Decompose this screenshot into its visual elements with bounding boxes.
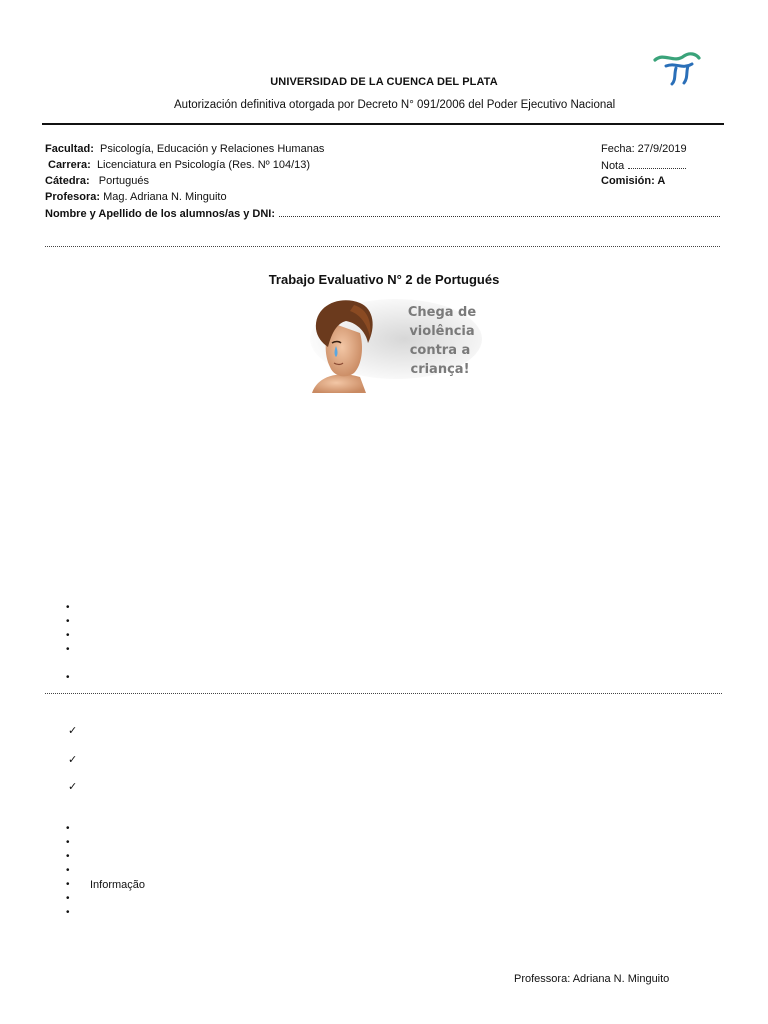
student-name-fill-line[interactable] — [279, 205, 720, 217]
section-divider-dotted — [45, 693, 722, 694]
list-item-bullet: • — [66, 823, 70, 834]
caption-line-3: contra a — [409, 343, 471, 358]
profesora-label: Profesora: — [45, 191, 101, 203]
authorization-line: Autorización definitiva otorgada por Decreto N° 091/2006 del Poder Ejecutivo Nacional — [174, 99, 616, 111]
campaign-illustration — [284, 293, 484, 393]
header-divider — [42, 123, 724, 125]
facultad-value: Psicología, Educación y Relaciones Humanas — [100, 143, 325, 155]
carrera-label: Carrera: — [48, 159, 91, 171]
university-name: UNIVERSIDAD DE LA CUENCA DEL PLATA — [270, 76, 498, 88]
student-name-label: Nombre y Apellido de los alumnos/as y DNI: — [45, 208, 276, 220]
list-item-bullet: • — [66, 616, 70, 627]
list-item-bullet: • — [66, 644, 70, 655]
list-item-bullet: • — [66, 879, 70, 890]
list-item-bullet: • — [66, 630, 70, 641]
check-item-icon: ✓ — [68, 781, 78, 793]
profesora-value: Mag. Adriana N. Minguito — [103, 191, 227, 203]
profesora-row — [45, 189, 227, 205]
list-item-bullet: • — [66, 865, 70, 876]
list-item-bullet: • — [66, 851, 70, 862]
student-name-continuation-line[interactable] — [45, 246, 720, 247]
catedra-label: Cátedra: — [45, 175, 90, 187]
check-item-icon: ✓ — [68, 754, 78, 766]
nota-row — [601, 157, 686, 174]
list-item-bullet: • — [66, 893, 70, 904]
catedra-row — [45, 173, 149, 189]
fecha: Fecha: 27/9/2019 — [601, 143, 687, 155]
catedra-value: Portugués — [98, 175, 149, 187]
nota-fill-line[interactable] — [628, 157, 686, 169]
caption-line-4: criança! — [410, 362, 470, 377]
document-title: Trabajo Evaluativo N° 2 de Portugués — [268, 272, 500, 287]
info-list-item: Informação — [90, 879, 146, 891]
carrera-row — [48, 157, 310, 173]
list-item-bullet: • — [66, 672, 70, 683]
comision: Comisión: A — [601, 175, 666, 187]
carrera-value: Licenciatura en Psicología (Res. Nº 104/13) — [96, 159, 311, 171]
list-item-bullet: • — [66, 602, 70, 613]
nota-label: Nota — [601, 160, 625, 172]
student-name-row — [45, 205, 720, 222]
facultad-label: Facultad: — [45, 143, 94, 155]
caption-line-2: violência — [409, 324, 475, 339]
list-item-bullet: • — [66, 907, 70, 918]
check-item-icon: ✓ — [68, 725, 78, 737]
professor-signature: Professora: Adriana N. Minguito — [514, 973, 670, 985]
caption-line-1: Chega de — [407, 305, 477, 320]
list-item-bullet: • — [66, 837, 70, 848]
facultad-row — [45, 141, 324, 157]
